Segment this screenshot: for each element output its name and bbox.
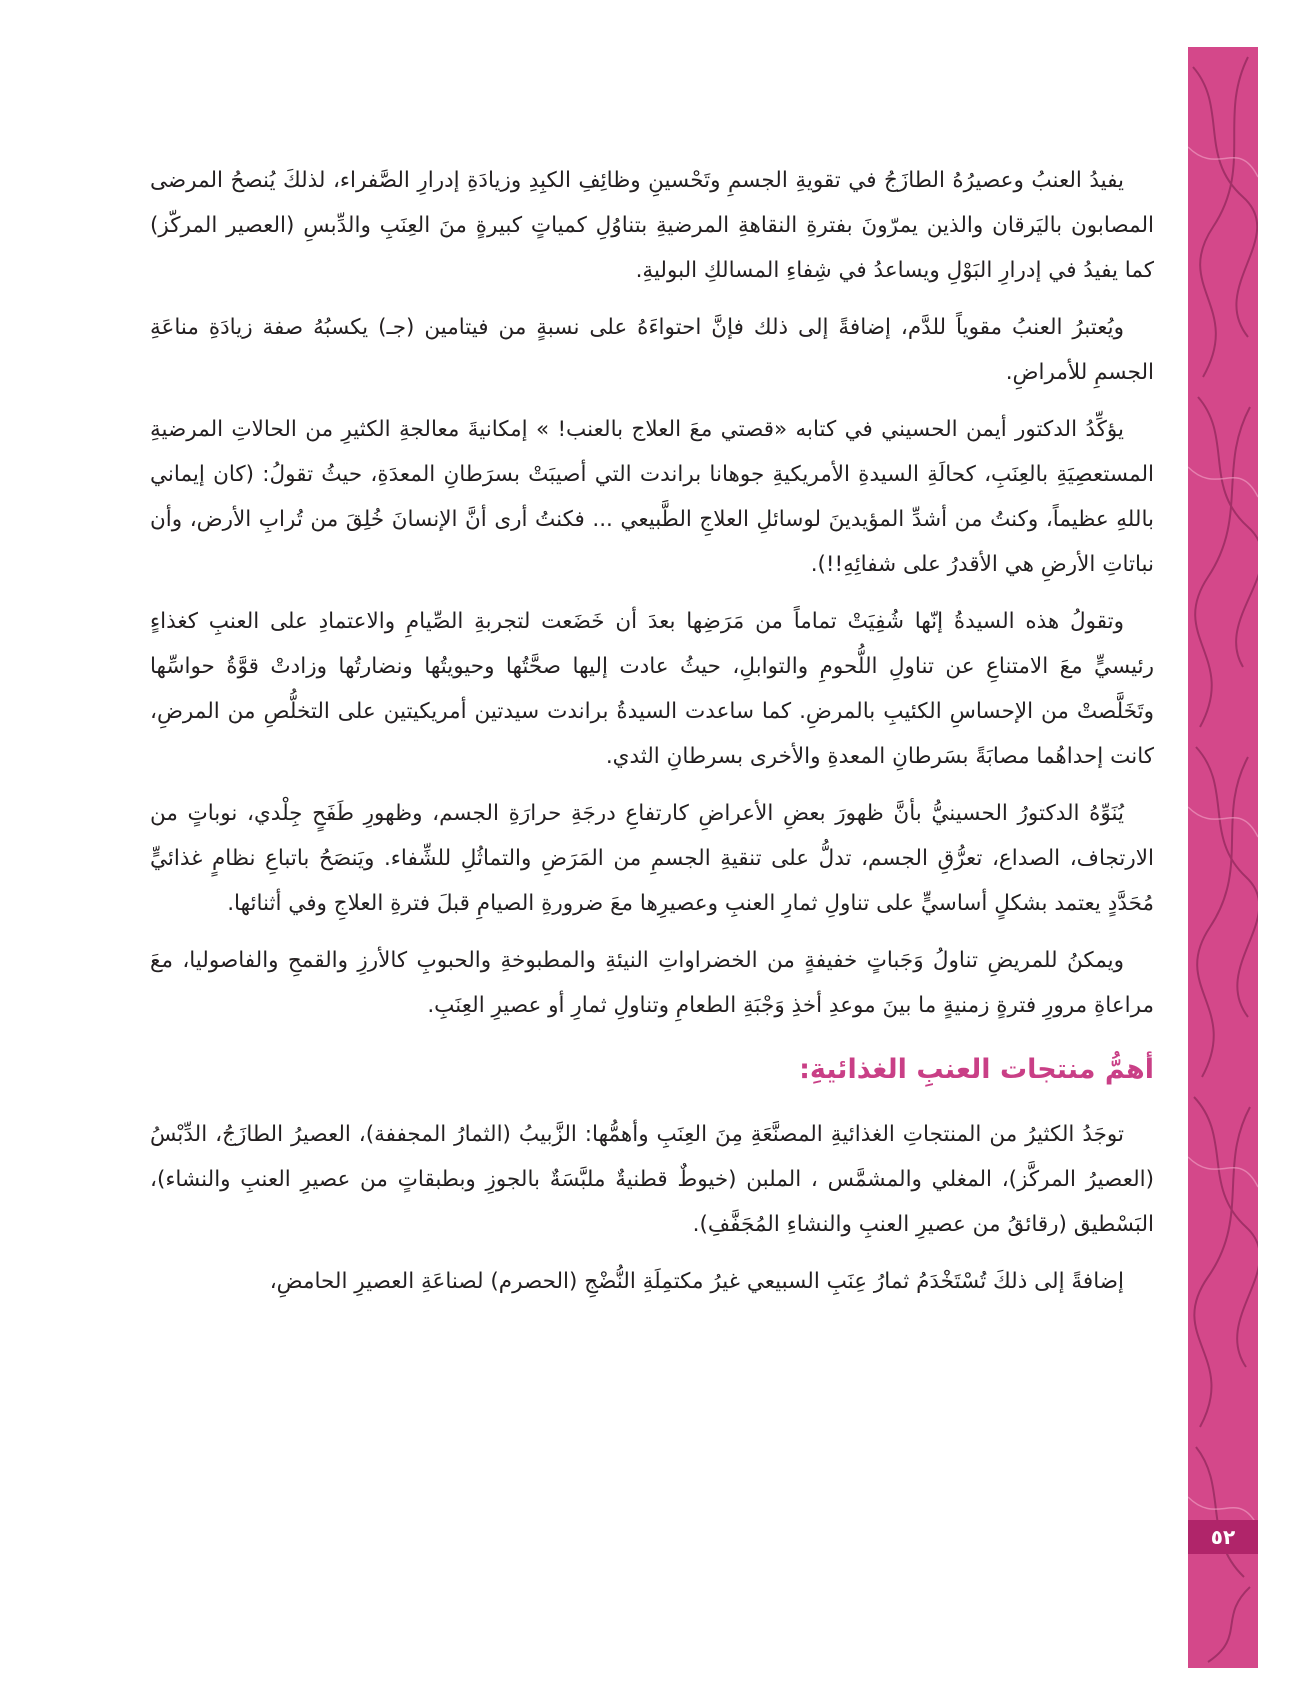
paragraph: ويمكنُ للمريضِ تناولُ وَجَباتٍ خفيفةٍ من الخضراواتِ النيئةِ والمطبوخةِ والحبوبِ كالأرزِ والقمحِ والفاصوليا، معَ مراعاةِ مرورِ فترةٍ زمنيةٍ ما بينَ موعدِ أخذِ وَجْبَةِ الطعامِ وتناولِ ثمارِ أو عصيرِ العِنَبِ. (150, 948, 1154, 1018)
main-text (150, 158, 1154, 1316)
section-heading: أهمُّ منتجات العنبِ الغذائيةِ: (799, 1054, 1154, 1085)
paragraph: يُنَوِّهُ الدكتورُ الحسينيُّ بأنَّ ظهورَ بعضِ الأعراضِ كارتفاعِ درجَةِ حرارَةِ الجسم، وظهورِ طَفَحٍ جِلْدي، نوباتٍ من الارتجاف، الصداع، تعرُّقِ الجسم، تدلُّ على تنقيةِ الجسمِ من المَرَضِ والتماثُلِ للشِّفاء. ويَنصَحُ باتباعِ نظامٍ غذائيٍّ مُحَدَّدٍ يعتمد بشكلٍ أساسيٍّ على تناولِ ثمارِ العنبِ وعصيرِها معَ ضرورةِ الصيامِ قبلَ فترةِ العلاجِ وفي أثنائها. (150, 801, 1154, 916)
page-number: ٥٢ (1188, 1520, 1258, 1554)
paragraph: إضافةً إلى ذلكَ تُسْتَخْدَمُ ثمارُ عِنَبِ السبيعي غيرُ مكتمِلَةِ النُّضْجِ (الحصرم) لصناعَةِ العصيرِ الحامضِ، (269, 1269, 1124, 1294)
paragraph: يفيدُ العنبُ وعصيرُهُ الطازَجُ في تقويةِ الجسمِ وتَحْسينِ وظائِفِ الكبِدِ وزيادَةِ إدرارِ الصَّفراء، لذلكَ يُنصحُ المرضى المصابون باليَرقان والذين يمرّونَ بفترةِ النقاهةِ المرضيةِ بتناوُلِ كمياتٍ كبيرةٍ منَ العِنَبِ والدِّبسِ (العصير المركّز) كما يفيدُ في إدرارِ البَوْلِ ويساعدُ في شِفاءِ المسالكِ البوليةِ. (150, 168, 1154, 283)
decorative-side-strip (1188, 47, 1258, 1668)
paragraph: يؤكِّدُ الدكتور أيمن الحسيني في كتابه «قصتي معَ العلاج بالعنب! » إمكانيةَ معالجةِ الكثيرِ من الحالاتِ المرضيةِ المستعصِيَةِ بالعِنَبِ، كحالَةِ السيدةِ الأمريكيةِ جوهانا براندت التي أصيبَتْ بسرَطانِ المعدَةِ، حيثُ تقولُ: (كان إيماني باللهِ عظيماً، وكنتُ من أشدِّ المؤيدينَ لوسائلِ العلاجِ الطَّبيعي ... فكنتُ أرى أنَّ الإنسانَ خُلِقَ من تُرابِ الأرض، وأن نباتاتِ الأرضِ هي الأقدرُ على شفائِهِ!!). (150, 417, 1154, 577)
paragraph: وتقولُ هذه السيدةُ إنّها شُفِيَتْ تماماً من مَرَضِها بعدَ أن خَضَعت لتجربةِ الصِّيامِ والاعتمادِ على العنبِ كغذاءٍ رئيسيٍّ معَ الامتناعِ عن تناولِ اللُّحومِ والتوابلِ، حيثُ عادت إليها صحَّتُها وحيويتُها ونضارتُها وزادتْ قوَّةُ حواسِّها وتَخَلَّصتْ من الإحساسِ الكئيبِ بالمرضِ. كما ساعدت السيدةُ براندت سيدتين أمريكيتين على التخلُّصِ من المرضِ، كانت إحداهُما مصابَةً بسَرطانِ المعدةِ والأخرى بسرطانِ الثدي. (150, 609, 1154, 769)
strip-pattern-icon (1188, 47, 1258, 1668)
paragraph: ويُعتبرُ العنبُ مقوياً للدَّم، إضافةً إلى ذلك فإنَّ احتواءَهُ على نسبةٍ من فيتامين (جـ) يكسبُهُ صفة زيادَةِ مناعَةِ الجسمِ للأمراضِ. (150, 315, 1154, 385)
paragraph: توجَدُ الكثيرُ من المنتجاتِ الغذائيةِ المصنَّعَةِ مِنَ العِنَبِ وأهمُّها: الزَّبيبُ (الثمارُ المجففة)، العصيرُ الطازَجُ، الدِّبْسُ (العصيرُ المركَّز)، المغلي والمشمَّس ، الملبن (خيوطٌ قطنيةٌ ملبَّسَةٌ بالجوزِ وبطبقاتٍ من عصيرِ العنبِ والنشاء)، البَسْطيق (رقائقُ من عصيرِ العنبِ والنشاءِ المُجَفَّفِ). (150, 1122, 1154, 1237)
